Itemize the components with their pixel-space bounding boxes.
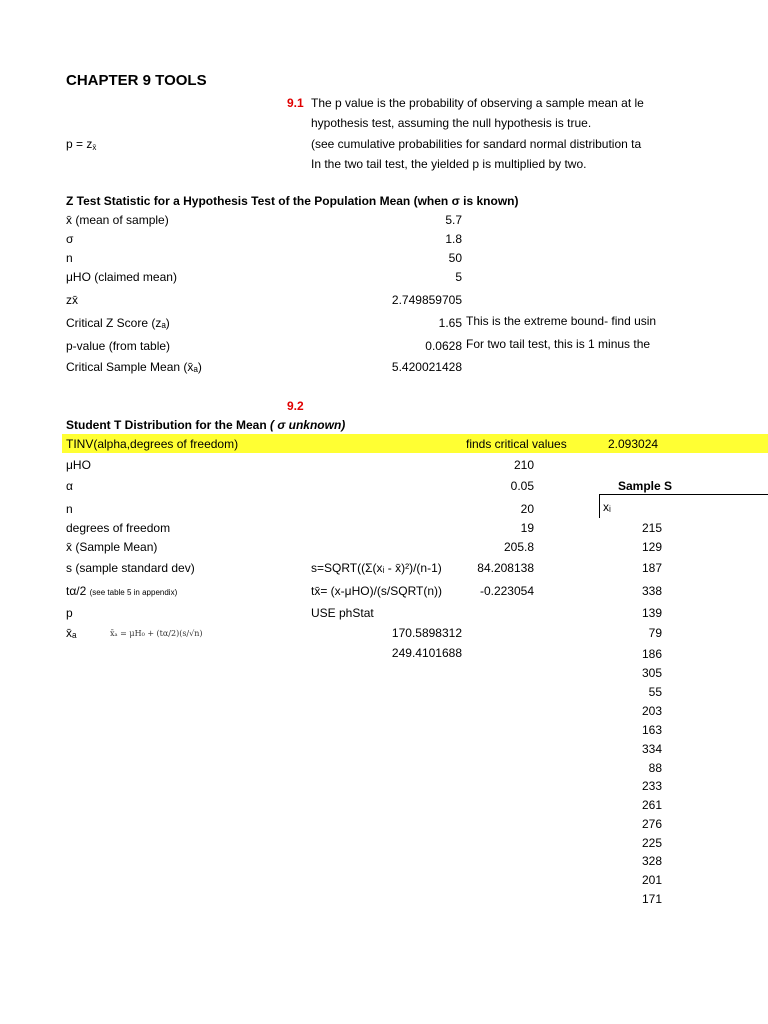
- z-row-label: Critical Z Score (zₐ): [66, 316, 170, 330]
- sample-value: 261: [641, 798, 662, 812]
- sample-value: 186: [641, 647, 662, 661]
- t-row-label: n: [66, 502, 73, 516]
- sample-header: Sample S: [618, 479, 673, 493]
- t-row-label: p: [66, 606, 73, 620]
- z-row-value: 1.8: [445, 232, 462, 246]
- sample-value: 139: [641, 606, 662, 620]
- sample-value: 225: [641, 836, 662, 850]
- t-row-value: 84.208138: [477, 561, 534, 575]
- z-row-label: p-value (from table): [66, 339, 171, 353]
- page-title: CHAPTER 9 TOOLS: [66, 72, 207, 89]
- t-row-label: x̄ₐ: [66, 626, 77, 640]
- tinv-description: finds critical values: [466, 437, 567, 451]
- section-9-1-number: 9.1: [287, 96, 304, 110]
- sample-value: 276: [641, 817, 662, 831]
- z-row-value: 1.65: [438, 316, 462, 330]
- critical-mean-formula: x̄ₐ = μH₀ + (tα/2)(s/√n): [110, 629, 203, 638]
- sample-value: 305: [641, 666, 662, 680]
- sample-value: 334: [641, 742, 662, 756]
- z-row-note: This is the extreme bound- find usin: [466, 314, 657, 328]
- sample-value: 88: [648, 761, 662, 775]
- p-equals-z-label: $p = z_{x̄}$: [66, 137, 97, 152]
- sample-value: 171: [641, 892, 662, 906]
- z-row-value: 50: [448, 251, 462, 265]
- z-row-value: 5: [455, 270, 462, 284]
- t-row-formula: tx̄= (x-μHO)/(s/SQRT(n)): [311, 584, 443, 598]
- section-9-1-line4: In the two tail test, the yielded p is multiplied by two.: [311, 157, 587, 171]
- t-row-label: degrees of freedom: [66, 521, 171, 535]
- z-row-value: 5.420021428: [391, 360, 462, 374]
- z-row-value: 0.0628: [425, 339, 462, 353]
- t-row-formula: USE phStat: [311, 606, 374, 620]
- section-9-2-number: 9.2: [287, 399, 304, 413]
- z-row-label: σ: [66, 232, 74, 246]
- xi-header: xᵢ: [603, 500, 611, 514]
- z-row-label: Critical Sample Mean (x̄ₐ): [66, 360, 202, 374]
- sample-value: 79: [648, 626, 662, 640]
- t-row-value: 210: [513, 458, 534, 472]
- sample-value: 129: [641, 540, 662, 554]
- sample-value: 55: [648, 685, 662, 699]
- z-row-label: n: [66, 251, 73, 265]
- sample-box-top-border: [599, 494, 768, 495]
- z-row-value: 5.7: [445, 213, 462, 227]
- sample-value: 233: [641, 779, 662, 793]
- z-row-label: μHO (claimed mean): [66, 270, 177, 284]
- sample-value: 203: [641, 704, 662, 718]
- t-row-value: 205.8: [503, 540, 534, 554]
- t-dist-heading: Student T Distribution for the Mean ( σ unknown): [66, 418, 346, 432]
- sample-value: 187: [641, 561, 662, 575]
- t-row-formula: s=SQRT((Σ(xᵢ - x̄)²)/(n-1): [311, 561, 442, 575]
- tinv-label: TINV(alpha,degrees of freedom): [66, 437, 239, 451]
- t-row-label: s (sample standard dev): [66, 561, 195, 575]
- t-row-label: x̄ (Sample Mean): [66, 540, 158, 554]
- sample-box-left-border: [599, 494, 600, 518]
- section-9-1-line3: (see cumulative probabilities for sandard normal distribution ta: [311, 137, 642, 151]
- t-row-label: α: [66, 479, 73, 493]
- t-row-value: -0.223054: [479, 584, 534, 598]
- z-row-value: 2.749859705: [391, 293, 462, 307]
- t-row-label: tα/2 (see table 5 in appendix): [66, 584, 178, 598]
- z-row-label: x̄ (mean of sample): [66, 213, 169, 227]
- sample-value: 163: [641, 723, 662, 737]
- t-row-value: 19: [520, 521, 534, 535]
- z-row-note: For two tail test, this is 1 minus the: [466, 337, 651, 351]
- section-9-1-line2: hypothesis test, assuming the null hypothesis is true.: [311, 116, 592, 130]
- t-row-value: 170.5898312: [391, 626, 462, 640]
- sample-value: 338: [641, 584, 662, 598]
- t-row-value: 20: [520, 502, 534, 516]
- section-9-1-line1: The p value is the probability of observing a sample mean at le: [311, 96, 644, 110]
- z-row-label: zx̄: [66, 293, 78, 307]
- t-row-value: 0.05: [510, 479, 534, 493]
- sample-value: 215: [641, 521, 662, 535]
- t-row-value: 249.4101688: [391, 646, 462, 660]
- sample-value: 201: [641, 873, 662, 887]
- t-row-label: μHO: [66, 458, 91, 472]
- sample-value: 328: [641, 854, 662, 868]
- tinv-value: 2.093024: [608, 437, 659, 451]
- z-test-heading: Z Test Statistic for a Hypothesis Test of the Population Mean (when σ is known): [66, 194, 519, 208]
